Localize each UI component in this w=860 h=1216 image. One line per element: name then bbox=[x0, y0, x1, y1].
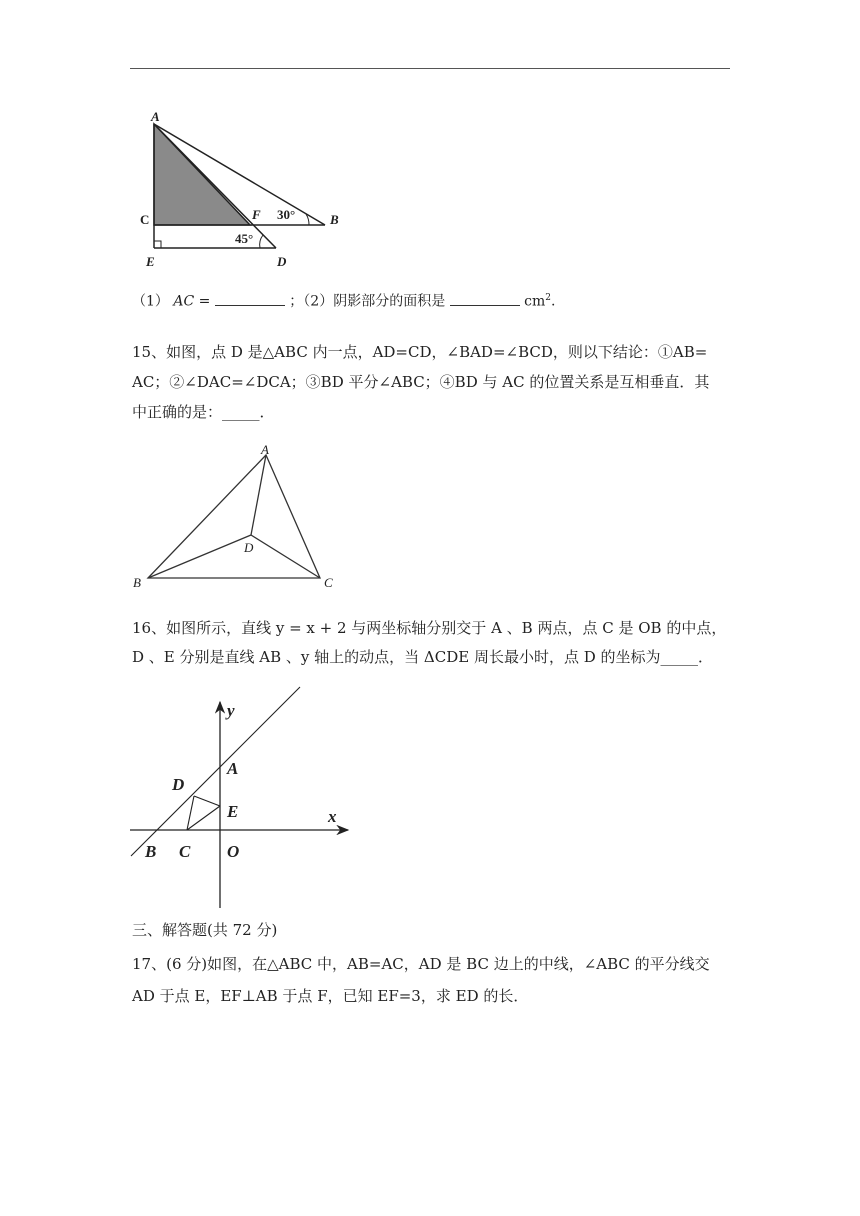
header-rule bbox=[130, 68, 730, 69]
q15-answer-blank[interactable]: _____ bbox=[222, 403, 260, 421]
q15-line-3 bbox=[132, 400, 732, 424]
q14-unit-exp: 2 bbox=[545, 293, 551, 303]
q14-part1-suffix: ；（2）阴影部分的面积是 bbox=[289, 293, 446, 310]
segment-de bbox=[194, 796, 220, 806]
label-a: A bbox=[227, 759, 239, 778]
label-b: B bbox=[330, 212, 339, 227]
q14-unit: cm bbox=[524, 293, 546, 310]
q16-line2-end: ． bbox=[698, 648, 714, 666]
angle-arc-45 bbox=[260, 235, 263, 248]
q14-end: . bbox=[550, 293, 556, 310]
label-o: O bbox=[227, 842, 240, 861]
segment-cd bbox=[251, 535, 320, 578]
segment-ce bbox=[187, 806, 220, 830]
q16-answer-blank[interactable]: _____ bbox=[660, 648, 699, 666]
label-d: D bbox=[277, 254, 287, 269]
label-x: x bbox=[328, 807, 337, 826]
q16-line2-text: D 、E 分别是直线 AB 、y 轴上的动点，当 ΔCDE 周长最小时，点 D 的坐标为 bbox=[132, 648, 661, 666]
q15-line3-text: 中正确的是： bbox=[132, 403, 223, 421]
segment-ad bbox=[251, 455, 266, 535]
q14-blank-area[interactable] bbox=[450, 291, 520, 306]
label-a: A bbox=[151, 109, 160, 124]
label-angle-30: 30° bbox=[277, 207, 296, 222]
q14-part1-var: AC = bbox=[173, 293, 211, 310]
label-angle-45: 45° bbox=[235, 231, 254, 246]
q14-answer-line bbox=[132, 286, 732, 314]
q15-line-2: AC；②∠DAC=∠DCA；③BD 平分∠ABC；④BD 与 AC 的位置关系是互相垂直．其 bbox=[132, 373, 710, 391]
figure-q16-coordinate-plane bbox=[125, 682, 360, 912]
section-3-heading: 三、解答题(共 72 分) bbox=[132, 921, 278, 939]
label-e: E bbox=[146, 254, 155, 269]
q16-line-2 bbox=[132, 645, 732, 669]
label-y: y bbox=[227, 701, 235, 720]
q15-line-1: 15、如图，点 D 是△ABC 内一点，AD=CD，∠BAD=∠BCD，则以下结论：①AB= bbox=[132, 343, 708, 361]
label-c: C bbox=[140, 212, 150, 227]
q14-part1-prefix: （1） bbox=[132, 293, 169, 310]
label-d: D bbox=[172, 775, 185, 794]
label-f: F bbox=[252, 207, 261, 222]
right-angle-mark bbox=[154, 241, 161, 248]
triangle-abc bbox=[148, 455, 320, 578]
q14-blank-ac[interactable] bbox=[215, 291, 285, 306]
label-b: B bbox=[145, 842, 157, 861]
q16-line-1: 16、如图所示，直线 y = x + 2 与两坐标轴分别交于 A 、B 两点，点 C 是 OB 的中点， bbox=[132, 619, 727, 637]
figure-q14-triangles bbox=[130, 100, 360, 270]
label-a: A bbox=[261, 442, 269, 457]
figure-q15-triangle bbox=[128, 438, 348, 590]
label-d: D bbox=[244, 540, 254, 555]
q15-line3-end: ． bbox=[259, 403, 275, 421]
label-c: C bbox=[179, 842, 191, 861]
label-b: B bbox=[133, 575, 141, 590]
segment-bd bbox=[148, 535, 251, 578]
segment-cd bbox=[187, 796, 194, 830]
label-c: C bbox=[324, 575, 333, 590]
q17-line-2: AD 于点 E，EF⊥AB 于点 F，已知 EF=3，求 ED 的长． bbox=[132, 987, 529, 1005]
q17-line-1: 17、(6 分)如图，在△ABC 中，AB=AC，AD 是 BC 边上的中线，∠ABC 的平分线交 bbox=[132, 955, 710, 973]
label-e: E bbox=[227, 802, 239, 821]
